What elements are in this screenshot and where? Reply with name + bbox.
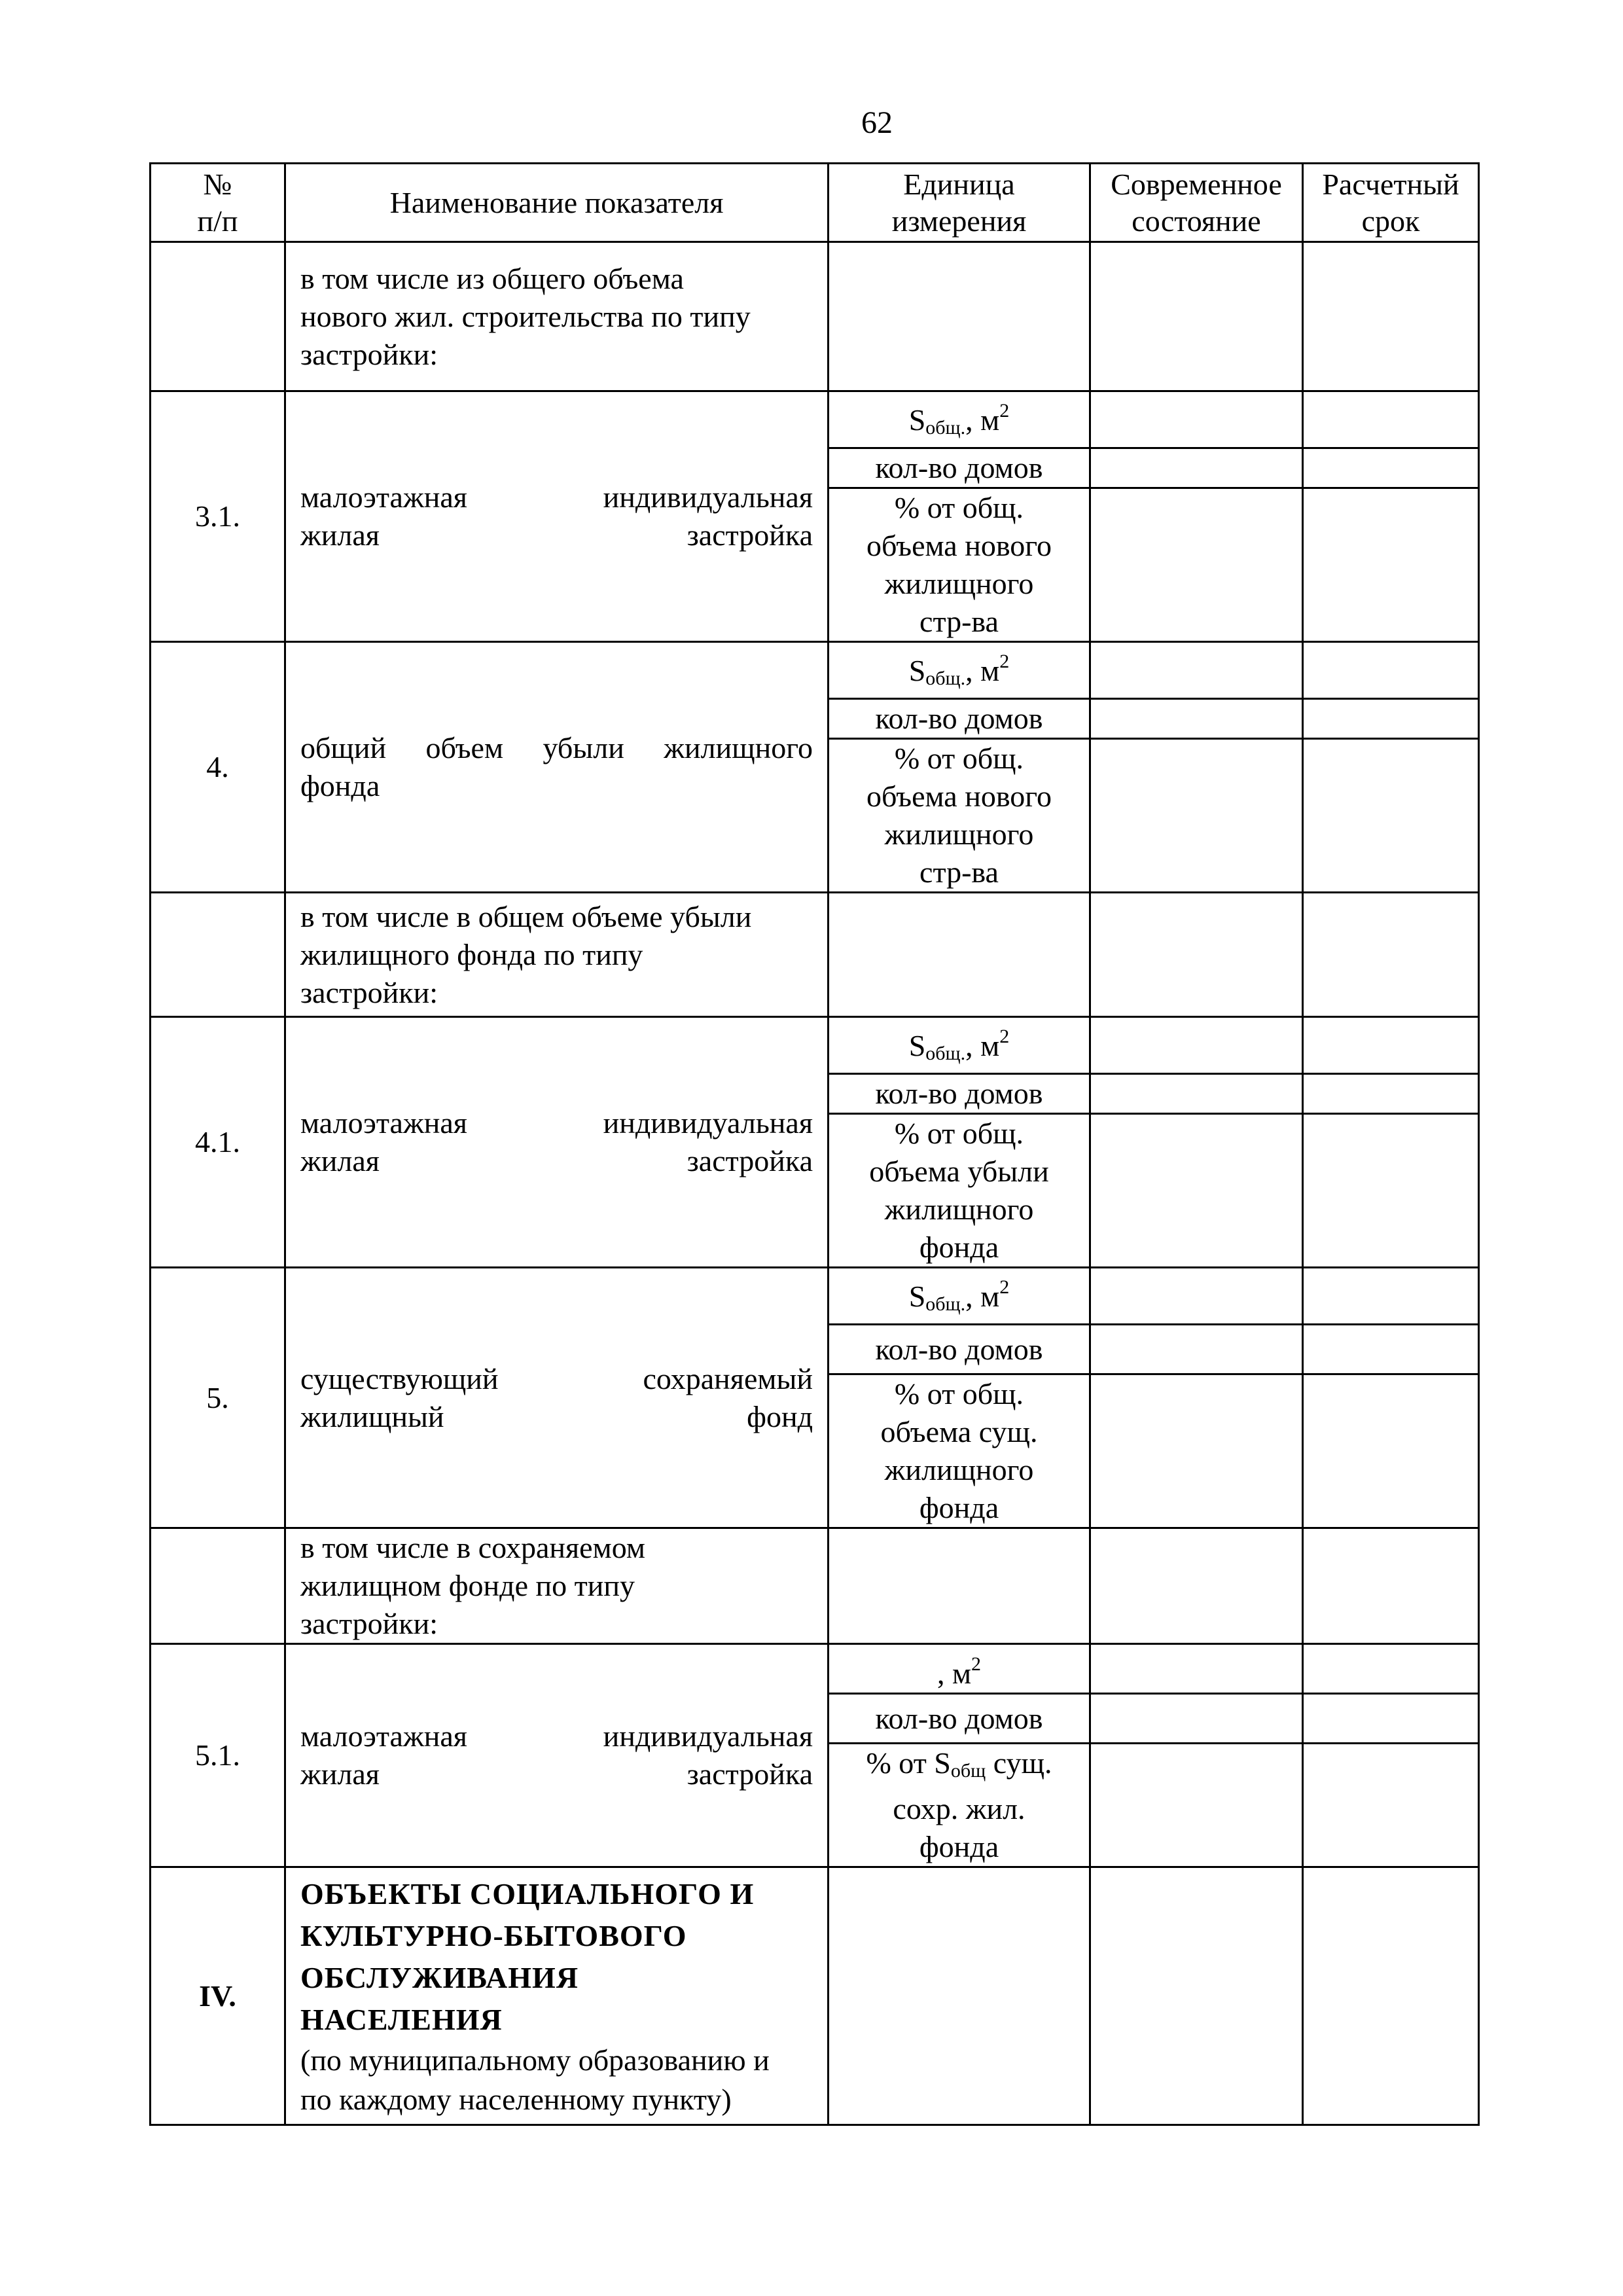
row-name: в том числе в сохраняемом жилищном фонде по типу застройки: <box>285 1528 829 1644</box>
row-name: в том числе в общем объеме убыли жилищного фонда по типу застройки: <box>285 893 829 1017</box>
current-cell <box>1090 1694 1303 1744</box>
table-row <box>151 1268 1479 1325</box>
row-name: малоэтажная индивидуальная жилая застройка <box>285 1017 829 1268</box>
current-cell <box>1090 1074 1303 1114</box>
current-cell <box>1090 642 1303 699</box>
target-cell <box>1303 1114 1479 1268</box>
target-cell <box>1303 893 1479 1017</box>
page-number: 62 <box>861 105 893 140</box>
current-cell <box>1090 1114 1303 1268</box>
row-number: 5. <box>151 1268 285 1528</box>
target-cell <box>1303 1694 1479 1744</box>
current-cell <box>1090 1325 1303 1374</box>
table-header-row <box>151 164 1479 242</box>
row-name: малоэтажная индивидуальная жилая застройка <box>285 391 829 642</box>
current-cell <box>1090 1644 1303 1694</box>
row-number: 4.1. <box>151 1017 285 1268</box>
table-row <box>151 642 1479 699</box>
table-row <box>151 242 1479 391</box>
unit-percent: % от $S_{общ}$ сущ. сохр. жил. фонда <box>829 1744 1090 1867</box>
unit-area: $S_{общ.}$, $м^2$ <box>829 1017 1090 1074</box>
table-row <box>151 893 1479 1017</box>
row-name: общий объем убыли жилищного фонда <box>285 642 829 893</box>
indicators-table <box>149 162 1480 2126</box>
header-unit: Единица измерения <box>829 164 1090 242</box>
table-row <box>151 1644 1479 1694</box>
unit-houses: кол-во домов <box>829 699 1090 739</box>
row-number <box>151 1528 285 1644</box>
row-number: 4. <box>151 642 285 893</box>
current-cell <box>1090 242 1303 391</box>
current-cell <box>1090 488 1303 642</box>
unit-percent: % от общ. объема убыли жилищного фонда <box>829 1114 1090 1268</box>
current-cell <box>1090 1528 1303 1644</box>
row-name: малоэтажная индивидуальная жилая застройка <box>285 1644 829 1867</box>
current-cell <box>1090 391 1303 448</box>
target-cell <box>1303 1017 1479 1074</box>
row-number: 3.1. <box>151 391 285 642</box>
current-cell <box>1090 739 1303 893</box>
target-cell <box>1303 448 1479 488</box>
target-cell <box>1303 699 1479 739</box>
target-cell <box>1303 488 1479 642</box>
target-cell <box>1303 1644 1479 1694</box>
row-number <box>151 893 285 1017</box>
target-cell <box>1303 642 1479 699</box>
target-cell <box>1303 1325 1479 1374</box>
current-cell <box>1090 1017 1303 1074</box>
row-number: IV. <box>151 1867 285 2125</box>
table-row <box>151 391 1479 448</box>
unit-houses: кол-во домов <box>829 448 1090 488</box>
header-current: Современное состояние <box>1090 164 1303 242</box>
unit-area: , $м^2$ <box>829 1644 1090 1694</box>
row-name: существующий сохраняемый жилищный фонд <box>285 1268 829 1528</box>
current-cell <box>1090 1744 1303 1867</box>
unit-houses: кол-во домов <box>829 1325 1090 1374</box>
header-name: Наименование показателя <box>285 164 829 242</box>
unit-area: $S_{общ.}$, $м^2$ <box>829 642 1090 699</box>
unit-percent: % от общ. объема сущ. жилищного фонда <box>829 1374 1090 1528</box>
table-row <box>151 1017 1479 1074</box>
current-cell <box>1090 699 1303 739</box>
target-cell <box>1303 739 1479 893</box>
current-cell <box>1090 1867 1303 2125</box>
unit-cell <box>829 1867 1090 2125</box>
target-cell <box>1303 391 1479 448</box>
current-cell <box>1090 893 1303 1017</box>
target-cell <box>1303 1374 1479 1528</box>
row-number: 5.1. <box>151 1644 285 1867</box>
current-cell <box>1090 1268 1303 1325</box>
table-row <box>151 1867 1479 2125</box>
current-cell <box>1090 1374 1303 1528</box>
unit-percent: % от общ. объема нового жилищного стр-ва <box>829 488 1090 642</box>
header-number: № п/п <box>151 164 285 242</box>
unit-houses: кол-во домов <box>829 1074 1090 1114</box>
unit-cell <box>829 893 1090 1017</box>
row-name: в том числе из общего объема нового жил. строительства по типу застройки: <box>285 242 829 391</box>
target-cell <box>1303 1744 1479 1867</box>
row-number <box>151 242 285 391</box>
current-cell <box>1090 448 1303 488</box>
header-target: Расчетный срок <box>1303 164 1479 242</box>
target-cell <box>1303 1867 1479 2125</box>
target-cell <box>1303 1528 1479 1644</box>
unit-percent: % от общ. объема нового жилищного стр-ва <box>829 739 1090 893</box>
unit-cell <box>829 242 1090 391</box>
table-row <box>151 1528 1479 1644</box>
target-cell <box>1303 1074 1479 1114</box>
unit-houses: кол-во домов <box>829 1694 1090 1744</box>
unit-area: $S_{общ.}$, $м^2$ <box>829 1268 1090 1325</box>
unit-cell <box>829 1528 1090 1644</box>
target-cell <box>1303 1268 1479 1325</box>
target-cell <box>1303 242 1479 391</box>
unit-area: $S_{общ.}$, $м^2$ <box>829 391 1090 448</box>
section-title: ОБЪЕКТЫ СОЦИАЛЬНОГО И КУЛЬТУРНО-БЫТОВОГО ОБСЛУЖИВАНИЯ НАСЕЛЕНИЯ (по муниципальному образованию и по каждому населенному пункту) <box>285 1867 829 2125</box>
